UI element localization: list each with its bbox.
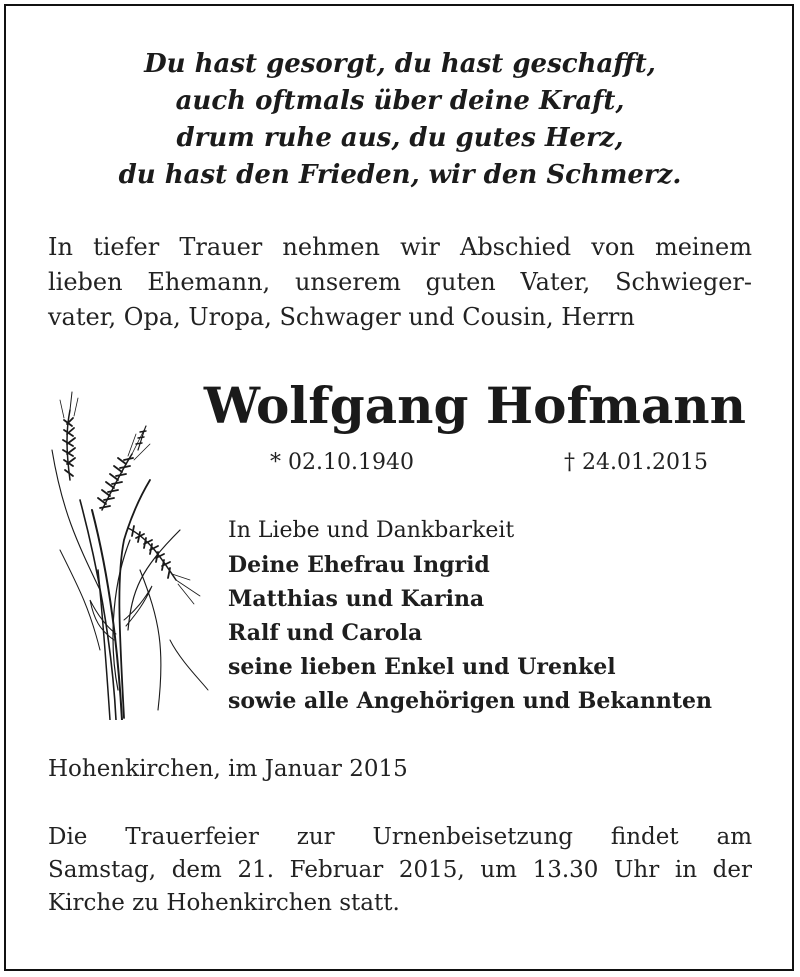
intro-line: vater, Opa, Uropa, Schwager und Cousin, Herrn	[48, 303, 635, 331]
ceremony-text	[48, 821, 752, 920]
poem	[0, 46, 800, 194]
place-date: Hohenkirchen, im Januar 2015	[48, 756, 408, 782]
intro-text	[48, 230, 752, 335]
intro-line: lieben Ehemann, unserem guten Vater, Schwieger-	[48, 268, 752, 296]
ceremony-line: Kirche zu Hohenkirchen statt.	[48, 890, 400, 916]
family-member: seine lieben Enkel und Urenkel	[228, 654, 616, 680]
birth-date: * 02.10.1940	[270, 450, 414, 475]
family-intro: In Liebe und Dankbarkeit	[228, 518, 515, 543]
family-member: Matthias und Karina	[228, 586, 485, 612]
family-member: Deine Ehefrau Ingrid	[228, 552, 490, 578]
poem-line: auch oftmals über deine Kraft,	[175, 86, 625, 116]
ceremony-line: Samstag, dem 21. Februar 2015, um 13.30 Uhr in der	[48, 857, 752, 883]
deceased-name: Wolfgang Hofmann	[203, 376, 746, 435]
poem-line: drum ruhe aus, du gutes Herz,	[176, 123, 624, 153]
ceremony-line: Die Trauerfeier zur Urnenbeisetzung findet am	[48, 824, 752, 850]
poem-line: du hast den Frieden, wir den Schmerz.	[118, 160, 682, 190]
wheat-icon	[40, 390, 210, 720]
death-date: † 24.01.2015	[564, 450, 708, 475]
family-member: sowie alle Angehörigen und Bekannten	[228, 688, 712, 714]
intro-line: In tiefer Trauer nehmen wir Abschied von meinem	[48, 233, 752, 261]
family-signature	[228, 514, 712, 718]
poem-line: Du hast gesorgt, du hast geschafft,	[144, 49, 656, 79]
family-member: Ralf und Carola	[228, 620, 423, 646]
